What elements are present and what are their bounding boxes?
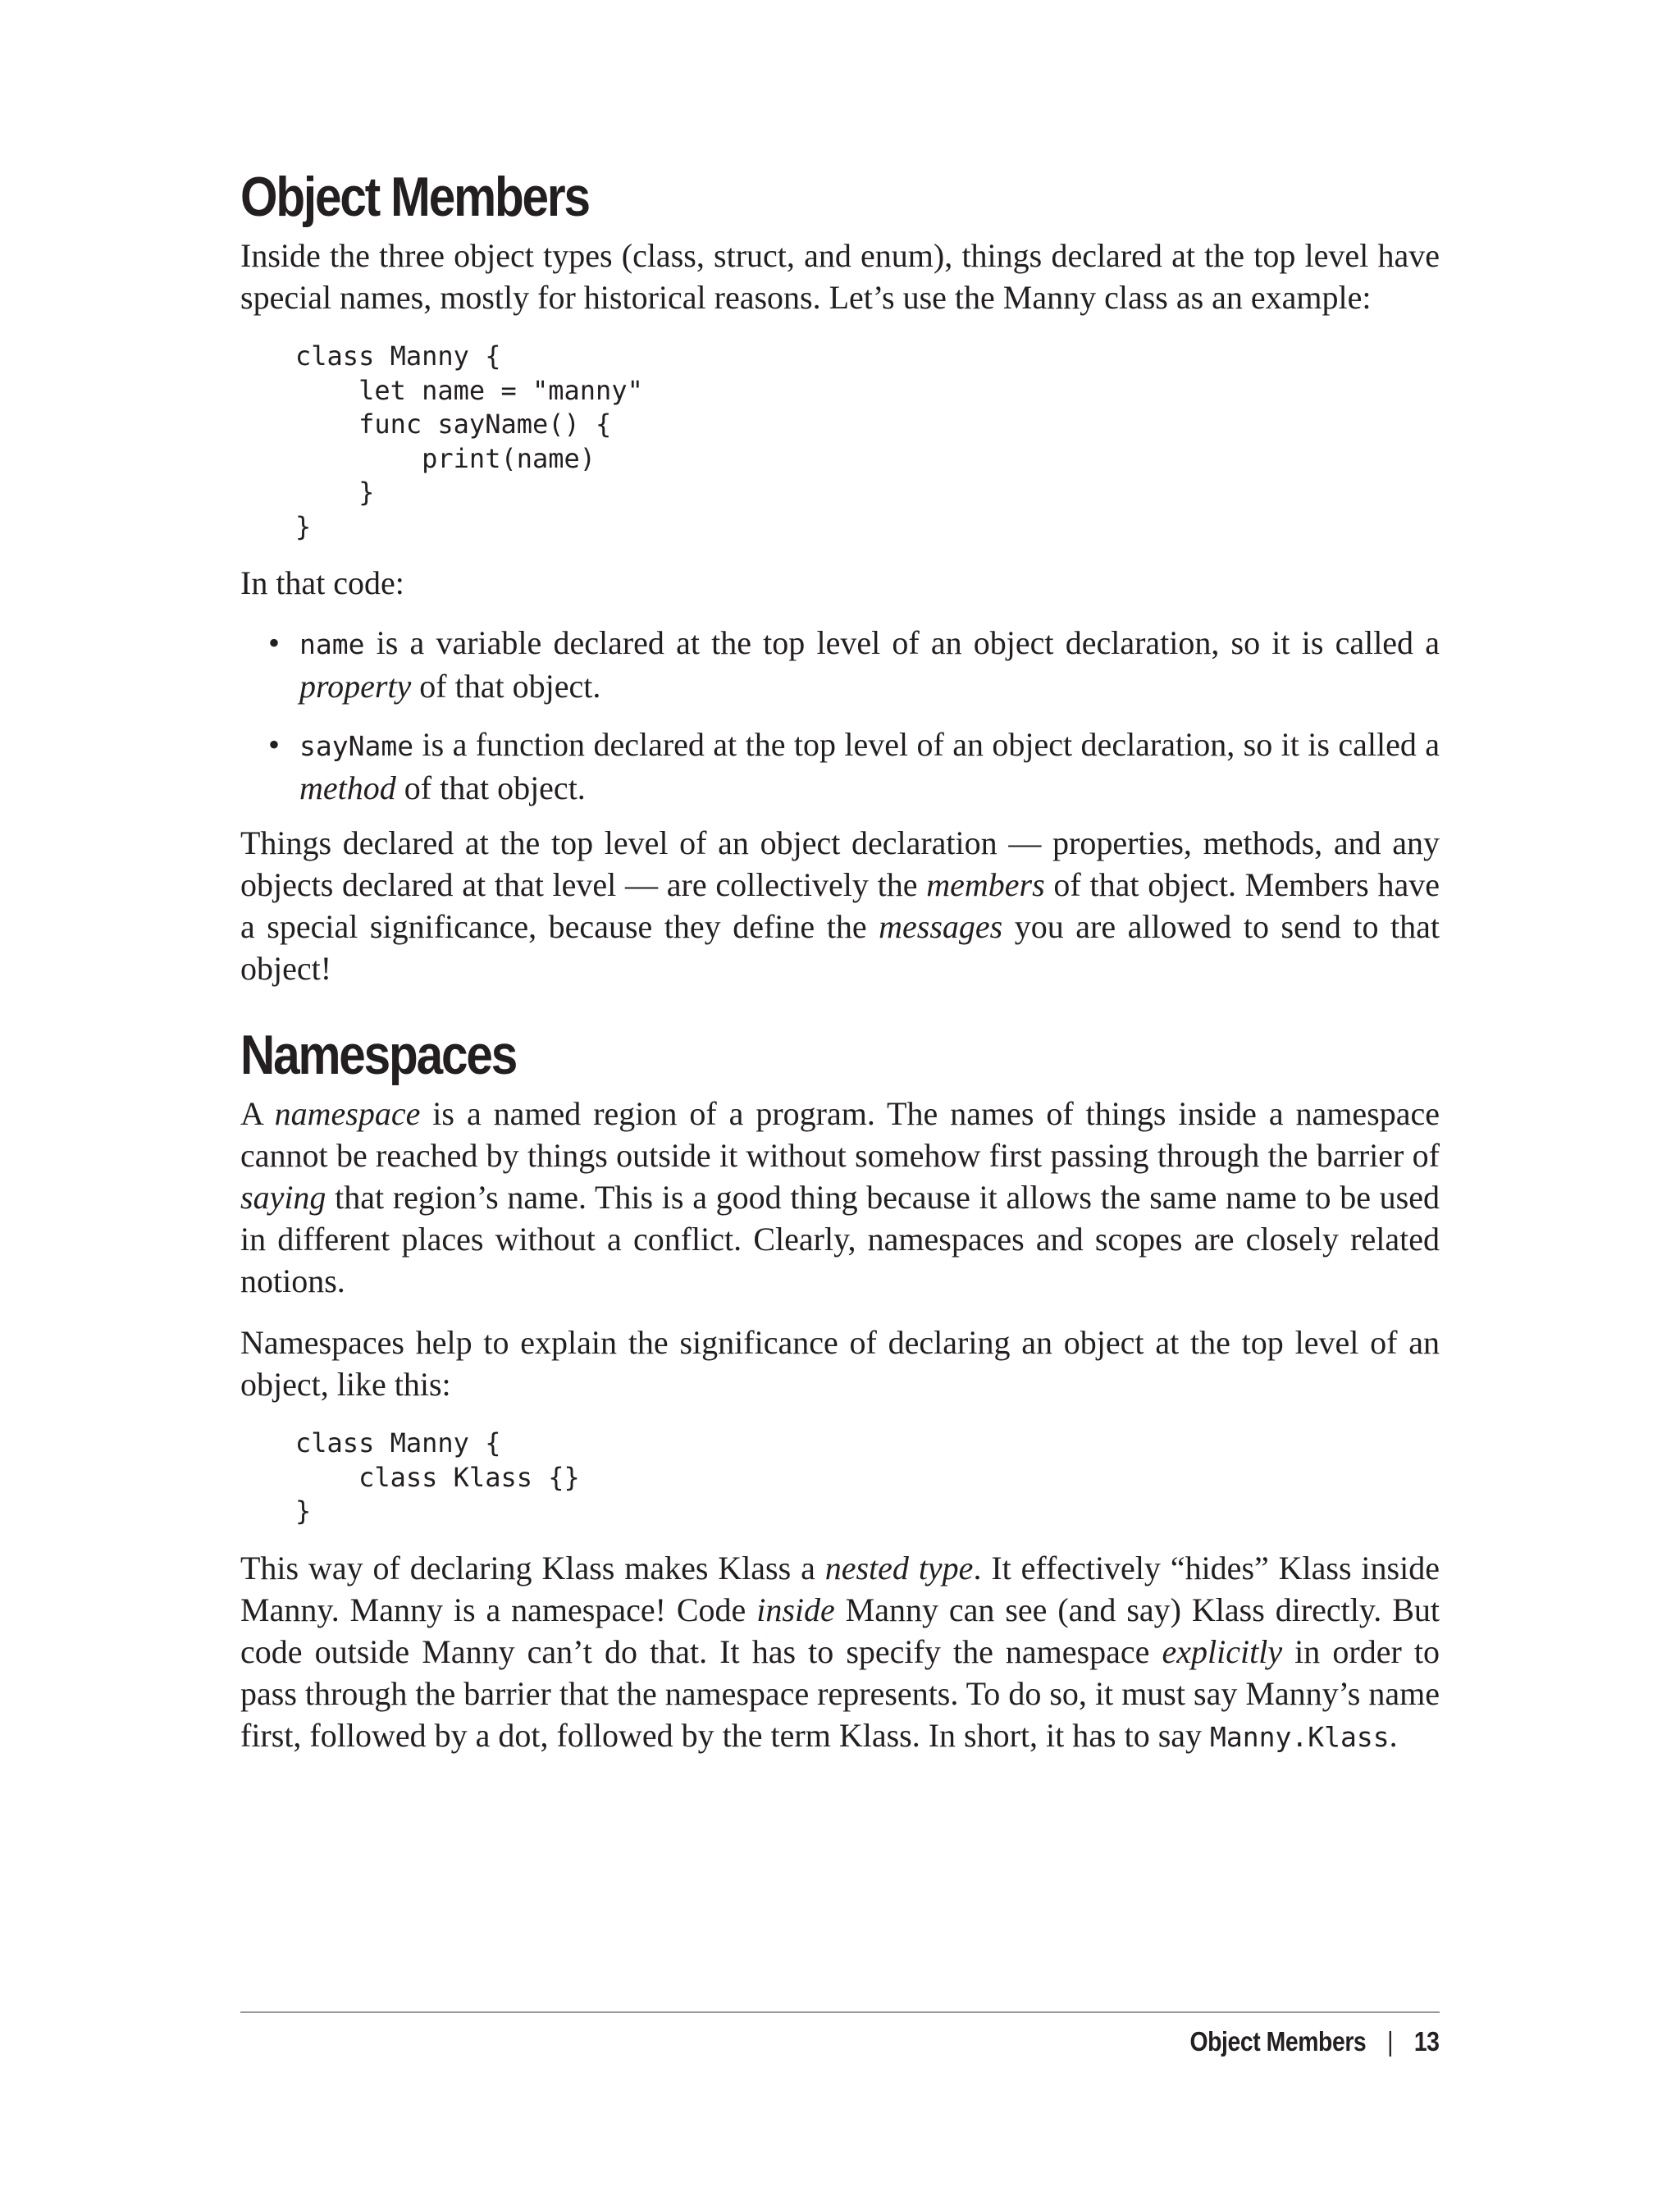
section-namespaces [240, 1022, 1440, 1758]
text-run: in order to pass through the barrier that the namespace represents. To do so, it must say Manny’s name first, followed by a dot, followed by the term Klass. In short, it has to say [240, 1632, 1440, 1754]
footer-divider [240, 2011, 1440, 2013]
text-run: of that object. Members have a special significance, because they define the [240, 866, 1440, 945]
footer-section-title: Object Members [1189, 2026, 1367, 2057]
code-block-manny-class: class Manny { let name = "manny" func sayName() { print(name) } } [295, 340, 643, 542]
list-item-text: of that object. [411, 668, 601, 705]
bullet-icon: • [268, 624, 281, 661]
text-run: . [1389, 1716, 1398, 1754]
text-run: . It effectively “hides” Klass inside Manny. Manny is a namespace! Code [240, 1549, 1440, 1628]
emphasis-text: inside [756, 1591, 835, 1628]
footer-separator: | [1387, 2026, 1394, 2057]
emphasis-text: namespace [274, 1095, 421, 1132]
emphasis-text: explicitly [1162, 1632, 1283, 1670]
emphasis-text: messages [879, 908, 1003, 945]
heading-object-members: Object Members [240, 166, 589, 228]
page-number: 13 [1414, 2026, 1440, 2057]
bullet-icon: • [268, 726, 281, 763]
inline-code: Manny.Klass [1210, 1720, 1390, 1753]
heading-namespaces: Namespaces [240, 1024, 517, 1086]
list-item-text: of that object. [395, 769, 586, 806]
text-run: that region’s name. This is a good thing because it allows the same name to be used in different places without a conflict. Clearly, namespaces and scopes are closely related notions. [240, 1179, 1440, 1299]
text-run: you are allowed to send to that object! [240, 908, 1440, 987]
inline-code: sayName [299, 730, 414, 762]
emphasis-text: saying [240, 1179, 326, 1216]
paragraph-intro: Inside the three object types (class, struct, and enum), things declared at the top level have special names, mostly for historical reasons. Let’s use the Manny class as an example: [240, 237, 1440, 316]
paragraph-namespace-definition [240, 1093, 1440, 1302]
paragraph-in-that-code: In that code: [240, 564, 404, 601]
emphasis-text: nested type [824, 1549, 974, 1586]
page-footer [1190, 2024, 1440, 2060]
paragraph-namespaces-help: Namespaces help to explain the significance of declaring an object at the top level of an object, like this: [240, 1324, 1440, 1403]
list-item [240, 724, 1440, 809]
text-run: A [240, 1095, 275, 1132]
emphasis-text: members [926, 866, 1045, 903]
text-run: Things declared at the top level of an object declaration — properties, methods, and any objects declared at that level — are collectively the [240, 824, 1440, 903]
text-run: Manny can see (and say) Klass directly. But code outside Manny can’t do that. It has to specify the namespace [240, 1591, 1440, 1670]
list-item [240, 622, 1440, 707]
list-item-text: is a variable declared at the top level of an object declaration, so it is called a [364, 624, 1440, 661]
paragraph-nested-type [240, 1547, 1440, 1758]
text-run: is a named region of a program. The names of things inside a namespace cannot be reached by things outside it without somehow first passing through the barrier of [240, 1095, 1440, 1174]
emphasis-text: method [299, 769, 396, 806]
emphasis-text: property [299, 668, 412, 705]
section-object-members [240, 164, 1440, 989]
code-block-nested-class: class Manny { class Klass {} } [295, 1427, 580, 1527]
inline-code: name [299, 628, 365, 660]
page-content [240, 164, 1440, 1758]
text-run: This way of declaring Klass makes Klass a [240, 1549, 825, 1586]
paragraph-members [240, 822, 1440, 989]
bullet-list-members [240, 622, 1440, 809]
list-item-text: is a function declared at the top level of an object declaration, so it is called a [413, 726, 1440, 763]
